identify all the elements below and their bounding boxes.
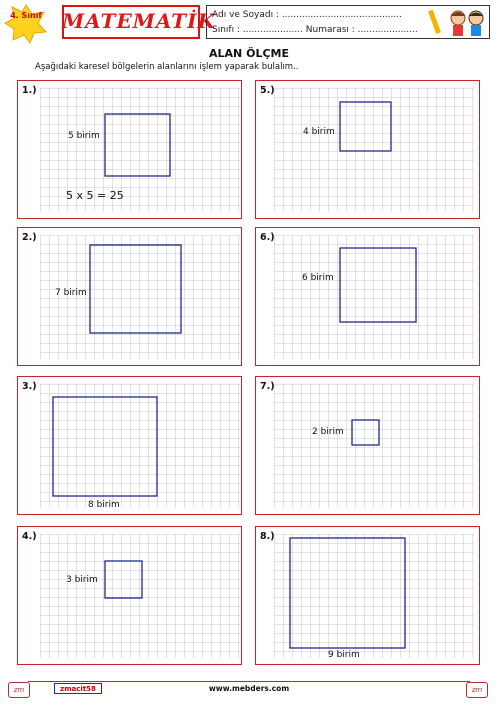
- page-title: ALAN ÖLÇME: [209, 47, 289, 60]
- side-label-7: 2 birim: [312, 427, 344, 437]
- grid-8: [274, 534, 474, 658]
- grid-4: [40, 534, 240, 658]
- footer-logo-right: zm: [466, 682, 488, 698]
- footer-divider: [28, 681, 470, 682]
- grade-star-badge: [4, 4, 48, 44]
- side-label-6: 6 birim: [302, 273, 334, 283]
- problem-number-2: 2.): [22, 232, 37, 243]
- side-label-1: 5 birim: [68, 131, 100, 141]
- problem-number-6: 6.): [260, 232, 275, 243]
- problem-number-8: 8.): [260, 531, 275, 542]
- grid-3: [40, 384, 240, 508]
- grade-badge-text: 4. Sınıf: [10, 11, 42, 20]
- instruction-text: Aşağıdaki karesel bölgelerin alanlarını işlem yaparak bulalım..: [35, 62, 299, 72]
- problem-number-1: 1.): [22, 85, 37, 96]
- equation-1: 5 x 5 = 25: [66, 189, 124, 202]
- footer-author-badge: zmacit58: [54, 683, 102, 694]
- problem-number-7: 7.): [260, 381, 275, 392]
- subject-title: MATEMATİK: [62, 9, 216, 33]
- side-label-4: 3 birim: [66, 575, 98, 585]
- grid-5: [274, 88, 474, 212]
- grid-6: [274, 235, 474, 359]
- kids-pencil-icon: [428, 6, 488, 38]
- side-label-2: 7 birim: [55, 288, 87, 298]
- class-line: Sınıfı : ..................... Numarası : .....................: [212, 25, 418, 35]
- footer-logo-left: zm: [8, 682, 30, 698]
- problem-number-4: 4.): [22, 531, 37, 542]
- side-label-3: 8 birim: [88, 500, 120, 510]
- problem-number-3: 3.): [22, 381, 37, 392]
- side-label-5: 4 birim: [303, 127, 335, 137]
- side-label-8: 9 birim: [328, 650, 360, 660]
- problem-number-5: 5.): [260, 85, 275, 96]
- footer-url[interactable]: www.mebders.com: [208, 684, 290, 693]
- grid-7: [274, 384, 474, 508]
- name-line: Adı ve Soyadı : ..........................................: [212, 10, 402, 20]
